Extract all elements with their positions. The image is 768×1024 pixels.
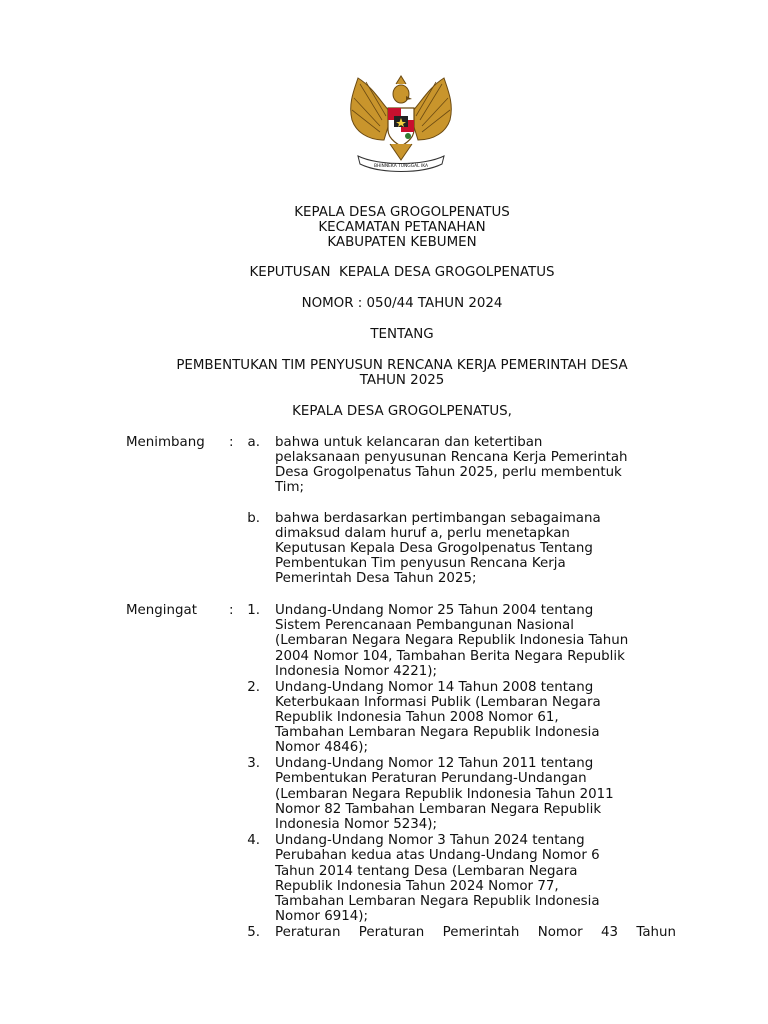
item-line: Tambahan Lembaran Negara Republik Indonesia: [275, 725, 600, 740]
item-line: Tambahan Lembaran Negara Republik Indonesia: [275, 894, 600, 909]
item-line: Tim;: [275, 480, 305, 495]
item-marker: 3.: [247, 756, 260, 771]
menimbang-colon: :: [229, 435, 234, 450]
mengingat-label: Mengingat: [126, 603, 197, 618]
item-line: Keterbukaan Informasi Publik (Lembaran Negara: [275, 695, 601, 710]
header-line-1: KEPALA DESA GROGOLPENATUS: [294, 205, 510, 220]
item-marker: 4.: [247, 833, 260, 848]
subject-line-2: TAHUN 2025: [359, 373, 445, 388]
item-line: Nomor 82 Tambahan Lembaran Negara Republik: [275, 802, 602, 817]
item-line: bahwa berdasarkan pertimbangan sebagaimana: [275, 511, 601, 526]
item-line: dimaksud dalam huruf a, perlu menetapkan: [275, 526, 570, 541]
item-line: Keputusan Kepala Desa Grogolpenatus Tentang: [275, 541, 593, 556]
item-line: Undang-Undang Nomor 25 Tahun 2004 tentang: [275, 603, 594, 618]
header-line-3: KABUPATEN KEBUMEN: [327, 235, 477, 250]
item-line: Nomor 6914);: [275, 909, 369, 924]
item-line: Republik Indonesia Tahun 2008 Nomor 61,: [275, 710, 559, 725]
svg-text:BHINNEKA TUNGGAL IKA: BHINNEKA TUNGGAL IKA: [373, 164, 429, 169]
item-line: (Lembaran Negara Negara Republik Indonesia Tahun: [275, 633, 629, 648]
item-line: Undang-Undang Nomor 12 Tahun 2011 tentang: [275, 756, 594, 771]
item-line: Pembentukan Peraturan Perundang-Undangan: [275, 771, 587, 786]
item-line: Pemerintah Desa Tahun 2025;: [275, 571, 477, 586]
item-line: Undang-Undang Nomor 14 Tahun 2008 tentang: [275, 680, 594, 695]
item-line: Perubahan kedua atas Undang-Undang Nomor 6: [275, 848, 600, 863]
item-line: Republik Indonesia Tahun 2024 Nomor 77,: [275, 879, 559, 894]
item-line: 2004 Nomor 104, Tambahan Berita Negara Republik: [275, 649, 625, 664]
item-line: Indonesia Nomor 5234);: [275, 817, 438, 832]
decree-title: KEPUTUSAN KEPALA DESA GROGOLPENATUS: [249, 265, 555, 280]
item-marker: a.: [247, 435, 260, 450]
mengingat-colon: :: [229, 603, 234, 618]
item-line: pelaksanaan penyusunan Rencana Kerja Pemerintah: [275, 450, 628, 465]
garuda-pancasila-emblem: [344, 74, 458, 176]
item-line: Pembentukan Tim penyusun Rencana Kerja: [275, 556, 566, 571]
item-line: Peraturan Peraturan Pemerintah Nomor 43 Tahun: [275, 925, 676, 940]
item-line: Indonesia Nomor 4221);: [275, 664, 438, 679]
item-line: Sistem Perencanaan Pembangunan Nasional: [275, 618, 574, 633]
item-line: Nomor 4846);: [275, 740, 369, 755]
item-marker: 1.: [247, 603, 260, 618]
item-line: Tahun 2014 tentang Desa (Lembaran Negara: [275, 864, 578, 879]
subject-line-1: PEMBENTUKAN TIM PENYUSUN RENCANA KERJA PEMERINTAH DESA: [176, 358, 628, 373]
item-line: (Lembaran Negara Republik Indonesia Tahun 2011: [275, 787, 614, 802]
issuer-title: KEPALA DESA GROGOLPENATUS,: [292, 404, 512, 419]
item-line: Undang-Undang Nomor 3 Tahun 2024 tentang: [275, 833, 585, 848]
header-line-2: KECAMATAN PETANAHAN: [318, 220, 486, 235]
item-marker: 5.: [247, 925, 260, 940]
item-line: Desa Grogolpenatus Tahun 2025, perlu membentuk: [275, 465, 622, 480]
about-label: TENTANG: [370, 327, 434, 342]
item-marker: b.: [247, 511, 260, 526]
item-line: bahwa untuk kelancaran dan ketertiban: [275, 435, 543, 450]
item-marker: 2.: [247, 680, 260, 695]
menimbang-label: Menimbang: [126, 435, 205, 450]
decree-number: NOMOR : 050/44 TAHUN 2024: [301, 296, 503, 311]
